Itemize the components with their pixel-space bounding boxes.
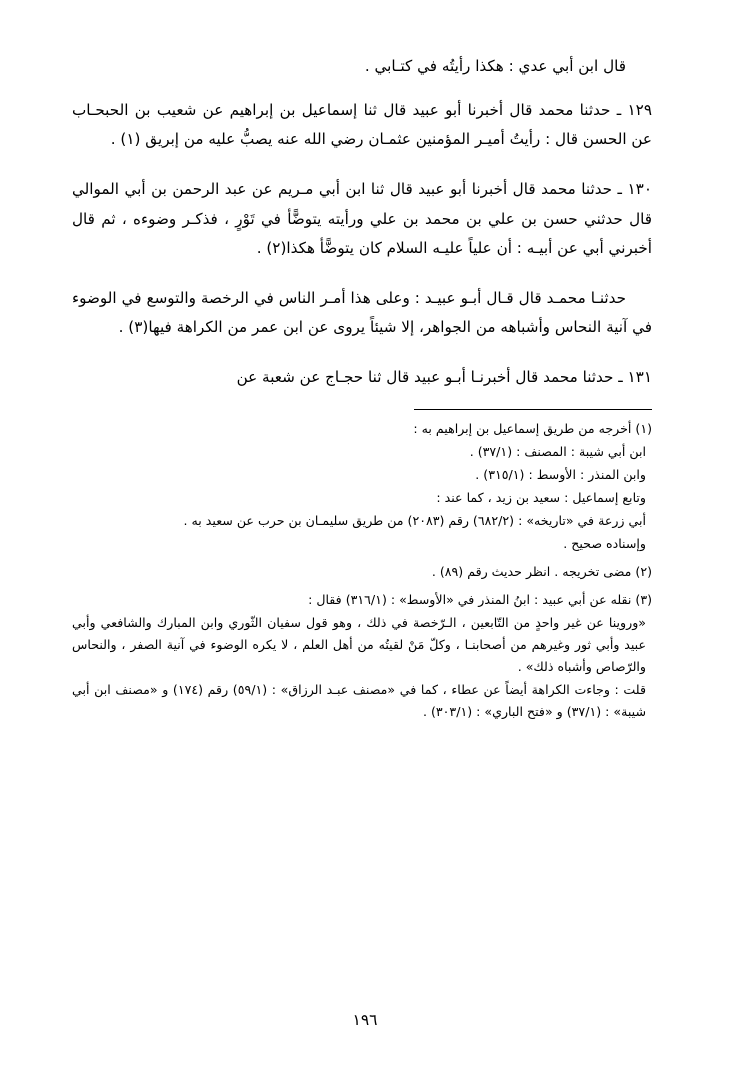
paragraph-hadith-130: ١٣٠ ـ حدثنا محمد قال أخبرنا أبو عبيد قال ثنا ابن أبي مـريم عن عبد الرحمن بن أبي الموالي قال حدثني حسن بن علي بن محمد بن علي ورأيته يتوضًّأ في تَوْرٍ ، فذكـر وضوءه ، ثم قال أخبرني أبي عن أبيـه : أن علياً عليـه السلام كان يتوضًّأ هكذا(٢) . (72, 179, 652, 258)
footnote-2-line-1: (٢) مضى تخريجه . انظر حديث رقم (٨٩) . (431, 563, 652, 579)
footnote-1-line-2: ابن أبي شيبة : المصنف : (٣٧/١) . (469, 443, 646, 459)
footnote-2 (72, 561, 652, 583)
page-number: ١٩٦ (352, 1011, 378, 1029)
footnote-3-line-3: قلت : وجاءت الكراهة أيضاً عن عطاء ، كما في «مصنف عبـد الرزاق» : (٥٩/١) رقم (١٧٤) و «مصنف ابن أبي شيبة» : (٣٧/١) و «فتح الباري» : (٣٠٣/١) . (72, 682, 646, 720)
paragraph-1: قال ابن أبي عدي : هكذا رأيتُه في كتـابي . (364, 57, 626, 75)
footnote-3-line-1: (٣) نقله عن أبي عبيد : ابنُ المنذر في «الأوسط» : (٣١٦/١) فقال : (308, 591, 652, 607)
paragraph-hadith-131: ١٣١ ـ حدثنا محمد قال أخبرنـا أبـو عبيد قال ثنا حجـاج عن شعبة عن (236, 368, 652, 387)
main-body (72, 52, 652, 393)
paragraph-hadith-129: ١٢٩ ـ حدثنا محمد قال أخبرنا أبو عبيد قال ثنا إسماعيل بن إبراهيم عن شعيب بن الحبحـاب عن الحسن قال : رأيتُ أميـر المؤمنين عثمـان رضي الله عنه يصبُّ عليه من إبريق (١) . (72, 100, 652, 149)
footnote-1-line-4: وتابع إسماعيل : سعيد بن زيد ، كما عند : (436, 489, 646, 505)
footnote-1 (72, 418, 652, 555)
footnote-3 (72, 589, 652, 723)
paragraph-commentary: حدثنـا محمـد قال قـال أبـو عبيـد : وعلى هذا أمـر الناس في الرخصة والتوسع في الوضوء في آنية النحاس وأشباهه من الجواهر، إلا شيئاً يروى عن ابن عمر من الكراهة فيها(٣) . (72, 288, 652, 337)
footnote-3-line-2: «وروينا عن غير واحدٍ من التّابعين ، الـرّخصة في ذلك ، وهو قول سفيان الثّوري وابن المبارك والشافعي وأبي عبيد وأبي ثور وغيرهم من أصحابنـا ، وكلّ مَنْ لقيتُه من أهل العلم ، لا يكره الوضوء في آنية الصفر ، والنحاس والرّصاص وأشباه ذلك» . (72, 615, 646, 675)
footnotes-section (72, 418, 652, 723)
footnote-1-line-1: (١) أخرجه من طريق إسماعيل بن إبراهيم به : (413, 420, 652, 436)
footnote-1-line-3: وابن المنذر : الأوسط : (٣١٥/١) . (475, 466, 646, 482)
footnote-separator (414, 409, 652, 410)
footnote-1-line-6: وإسناده صحيح . (563, 535, 646, 551)
footnote-1-line-5: أبي زرعة في «تاريخه» : (٦٨٢/٢) رقم (٢٠٨٣) من طريق سليمـان بن حرب عن سعيد به . (183, 512, 646, 528)
